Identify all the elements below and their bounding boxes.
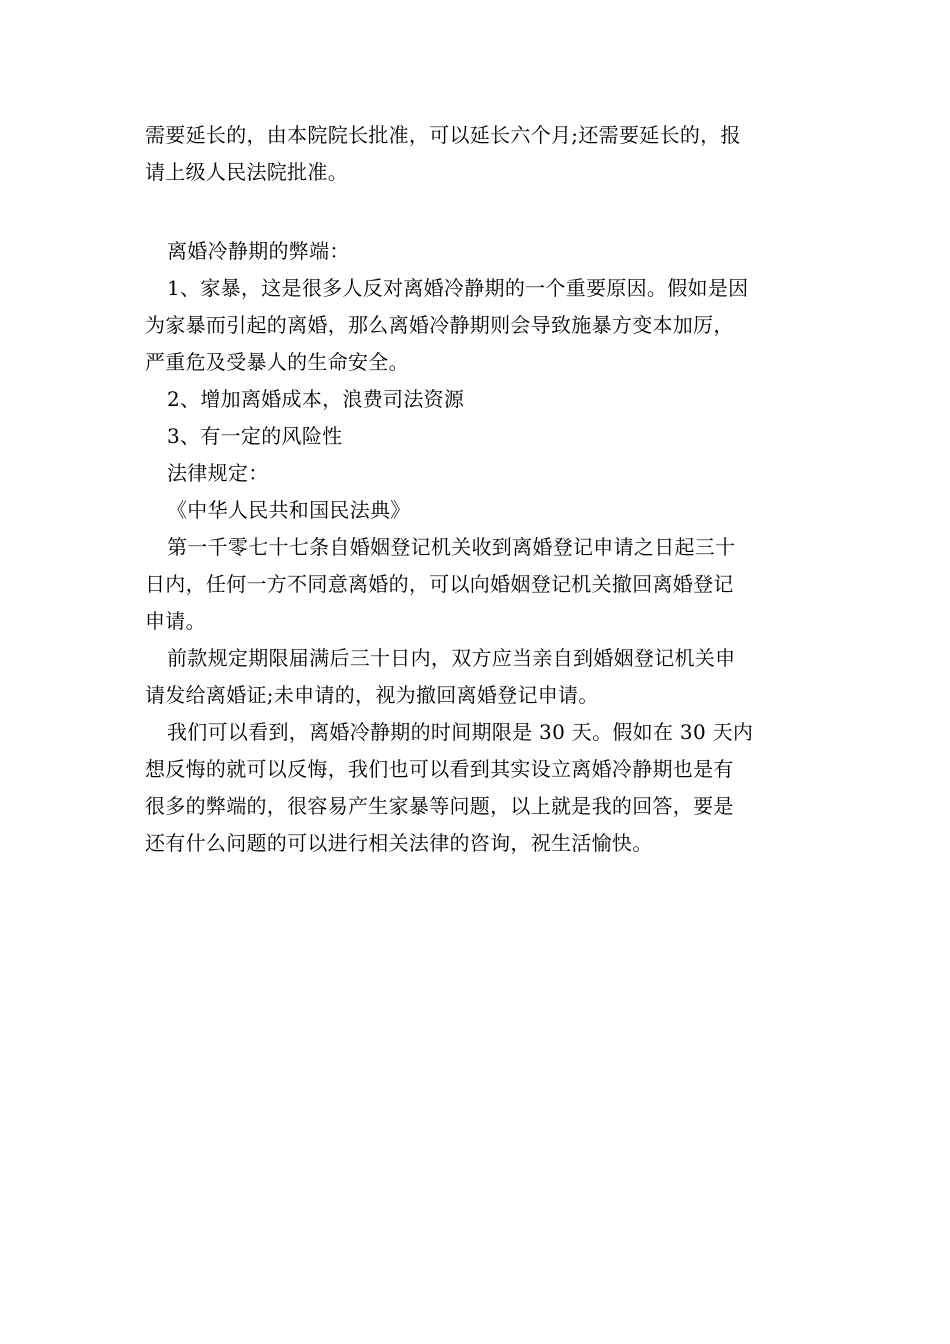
- text-line: 请上级人民法院批准。: [145, 160, 348, 184]
- paragraph-conclusion: [145, 714, 809, 862]
- text-line: 很多的弊端的，很容易产生家暴等问题，以上就是我的回答，要是: [145, 794, 734, 818]
- text-line: 《中华人民共和国民法典》: [167, 498, 411, 522]
- text-line: 法律规定：: [167, 461, 269, 485]
- text-line: 我们可以看到，离婚冷静期的时间期限是 30 天。假如在 30 天内: [167, 720, 754, 744]
- paragraph-gap: [145, 191, 809, 233]
- text-line: 申请。: [145, 609, 206, 633]
- list-item-drawback-2: [145, 381, 809, 418]
- text-line: 第一千零七十七条自婚姻登记机关收到离婚登记申请之日起三十: [167, 535, 736, 559]
- list-item-drawback-1: [145, 270, 809, 381]
- text-line: 为家暴而引起的离婚，那么离婚冷静期则会导致施暴方变本加厉，: [145, 313, 734, 337]
- list-item-drawback-3: [145, 418, 809, 455]
- section-heading-legal: [145, 455, 809, 492]
- section-heading-drawbacks: [145, 233, 809, 270]
- document-body: [145, 117, 809, 862]
- text-line: 日内，任何一方不同意离婚的，可以向婚姻登记机关撤回离婚登记: [145, 572, 734, 596]
- paragraph-article-1077: [145, 529, 809, 640]
- text-line: 前款规定期限届满后三十日内，双方应当亲自到婚姻登记机关申: [167, 646, 736, 670]
- text-line: 想反悔的就可以反悔，我们也可以看到其实设立离婚冷静期也是有: [145, 757, 734, 781]
- text-line: 1、家暴，这是很多人反对离婚冷静期的一个重要原因。假如是因: [167, 276, 749, 300]
- text-line: 还有什么问题的可以进行相关法律的咨询，祝生活愉快。: [145, 831, 653, 855]
- text-line: 请发给离婚证;未申请的，视为撤回离婚登记申请。: [145, 683, 599, 707]
- paragraph-extension-note: [145, 117, 809, 191]
- law-title: [145, 492, 809, 529]
- text-line: 需要延长的，由本院院长批准，可以延长六个月;还需要延长的，报: [145, 123, 741, 147]
- paragraph-article-followup: [145, 640, 809, 714]
- text-line: 离婚冷静期的弊端：: [167, 239, 350, 263]
- text-line: 严重危及受暴人的生命安全。: [145, 350, 409, 374]
- text-line: 2、增加离婚成本，浪费司法资源: [167, 387, 465, 411]
- text-line: 3、有一定的风险性: [167, 424, 343, 448]
